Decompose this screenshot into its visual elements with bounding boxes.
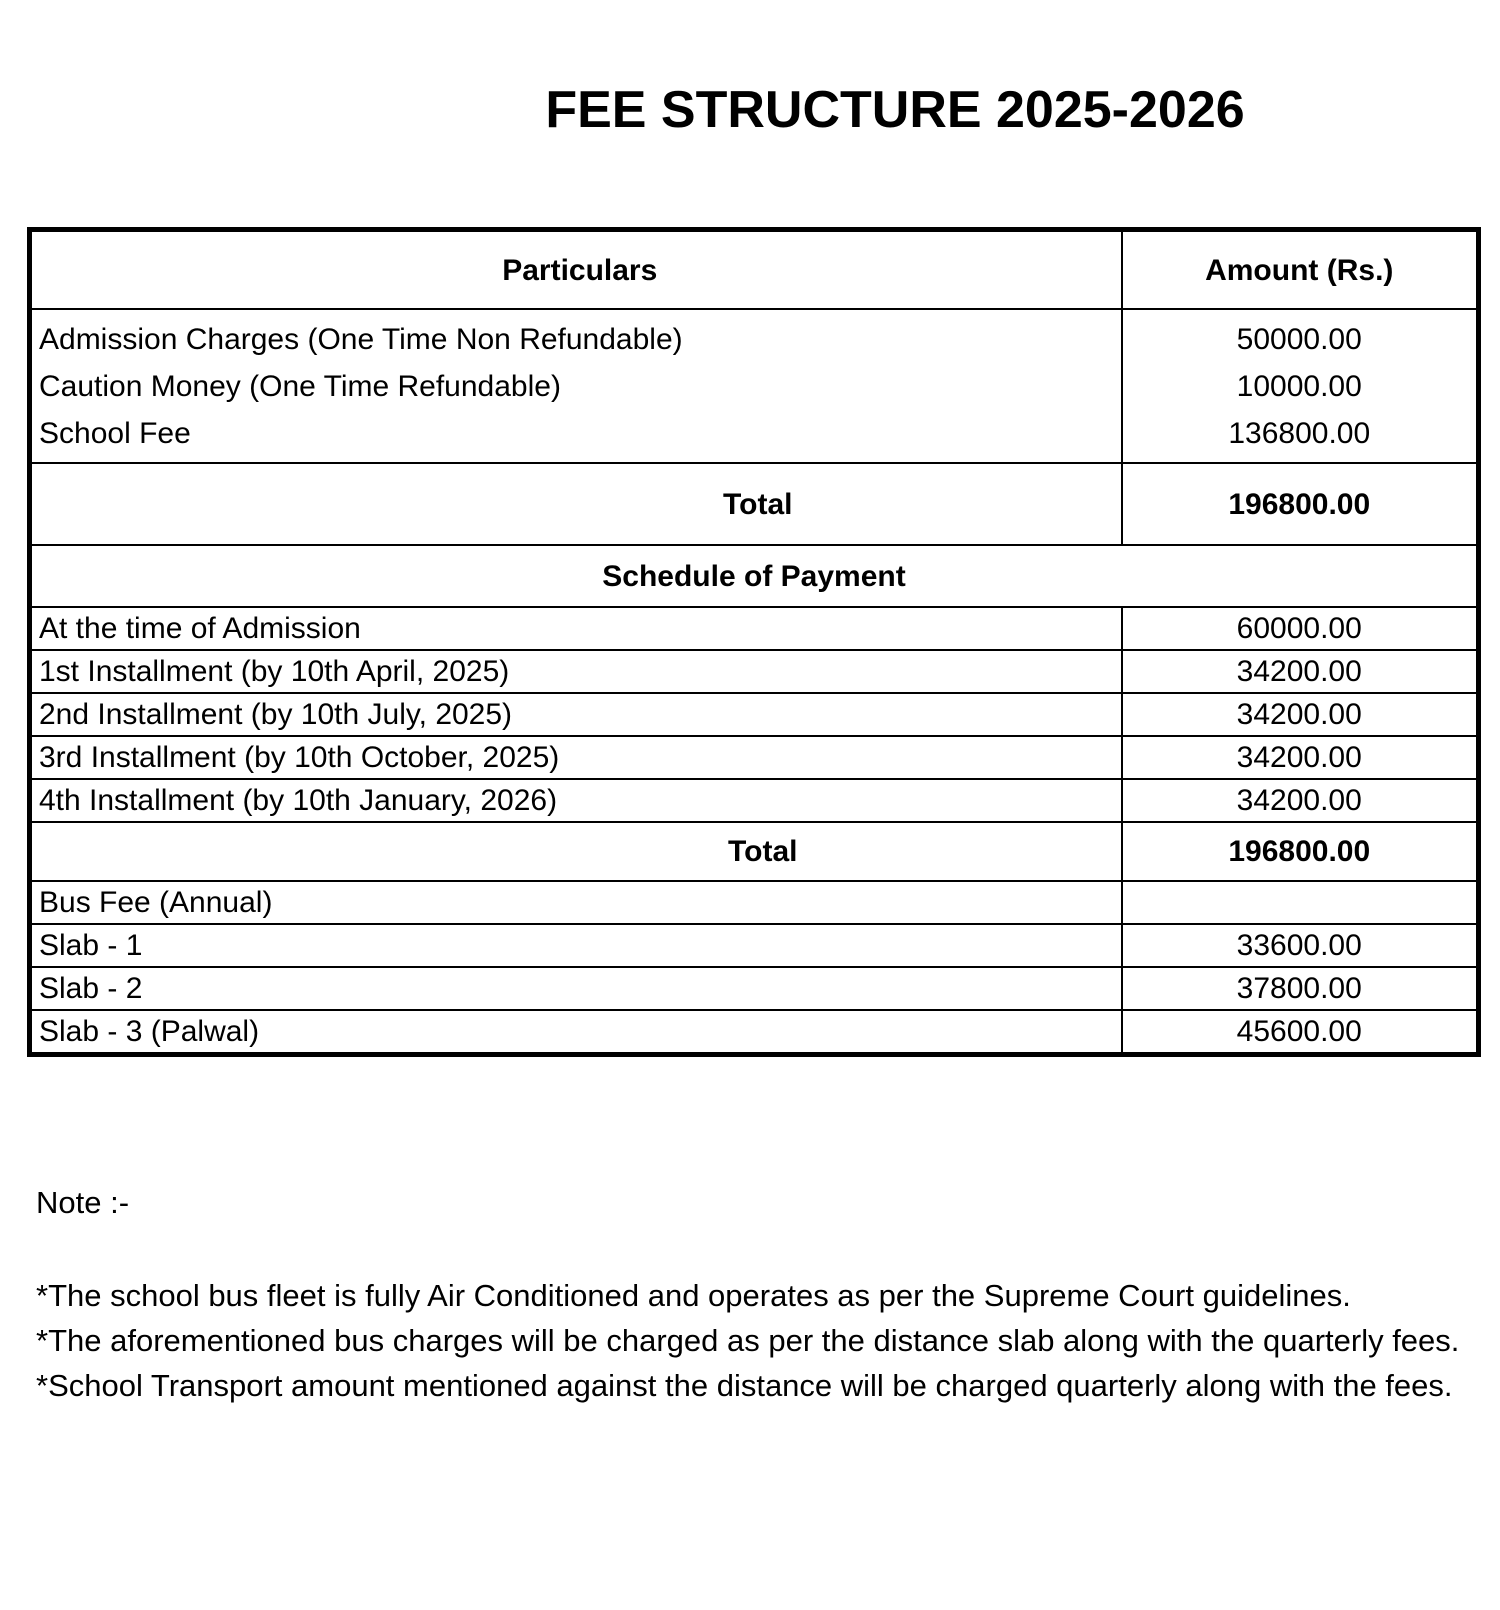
notes-heading: Note :-: [36, 1185, 130, 1220]
schedule-total-label: Total: [30, 822, 1122, 881]
page-title: FEE STRUCTURE 2025-2026: [545, 81, 1245, 139]
bus-slab-amount: 45600.00: [1122, 1010, 1479, 1055]
schedule-label: At the time of Admission: [30, 607, 1122, 650]
table-row: [30, 607, 1479, 650]
notes-section: [36, 1180, 1476, 1408]
schedule-amount: 34200.00: [1122, 779, 1479, 822]
table-row: [30, 924, 1479, 967]
note-item: *The aforementioned bus charges will be charged as per the distance slab along with the quarterly fees.: [36, 1323, 1460, 1358]
fee-item-amount: 10000.00: [1236, 369, 1362, 403]
header-amount: Amount (Rs.): [1122, 230, 1479, 310]
table-row: [30, 693, 1479, 736]
schedule-amount: 34200.00: [1122, 736, 1479, 779]
table-row: [30, 967, 1479, 1010]
fee-item-amount: 136800.00: [1228, 416, 1371, 450]
schedule-heading-row: [30, 545, 1479, 607]
bus-slab-label: Slab - 2: [30, 967, 1122, 1010]
fees-total-label: Total: [30, 463, 1122, 545]
fees-total-amount: 196800.00: [1122, 463, 1479, 545]
schedule-amount: 34200.00: [1122, 693, 1479, 736]
note-item: *The school bus fleet is fully Air Conditioned and operates as per the Supreme Court guidelines.: [36, 1278, 1351, 1313]
schedule-label: 4th Installment (by 10th January, 2026): [30, 779, 1122, 822]
schedule-amount: 34200.00: [1122, 650, 1479, 693]
schedule-total-amount: 196800.00: [1122, 822, 1479, 881]
schedule-label: 3rd Installment (by 10th October, 2025): [30, 736, 1122, 779]
schedule-label: 1st Installment (by 10th April, 2025): [30, 650, 1122, 693]
header-particulars: Particulars: [30, 230, 1122, 310]
fees-total-row: [30, 463, 1479, 545]
bus-heading: Bus Fee (Annual): [30, 881, 1122, 924]
table-row: [30, 736, 1479, 779]
schedule-heading: Schedule of Payment: [30, 545, 1479, 607]
fee-table: [27, 227, 1481, 1057]
table-row: [30, 1010, 1479, 1055]
bus-slab-label: Slab - 1: [30, 924, 1122, 967]
fee-items-row: [30, 309, 1479, 463]
table-header-row: [30, 230, 1479, 310]
fee-item-label: Caution Money (One Time Refundable): [39, 369, 561, 403]
schedule-total-row: [30, 822, 1479, 881]
table-row: [30, 650, 1479, 693]
bus-heading-row: [30, 881, 1479, 924]
fee-item-label: Admission Charges (One Time Non Refundable): [39, 322, 683, 356]
bus-slab-amount: 37800.00: [1122, 967, 1479, 1010]
fee-item-label: School Fee: [39, 416, 191, 450]
note-item: *School Transport amount mentioned against the distance will be charged quarterly along with the fees.: [36, 1368, 1453, 1403]
bus-slab-label: Slab - 3 (Palwal): [30, 1010, 1122, 1055]
schedule-label: 2nd Installment (by 10th July, 2025): [30, 693, 1122, 736]
table-row: [30, 779, 1479, 822]
fee-item-amount: 50000.00: [1236, 322, 1362, 356]
schedule-amount: 60000.00: [1122, 607, 1479, 650]
bus-slab-amount: 33600.00: [1122, 924, 1479, 967]
bus-heading-amount-empty: [1122, 881, 1479, 924]
